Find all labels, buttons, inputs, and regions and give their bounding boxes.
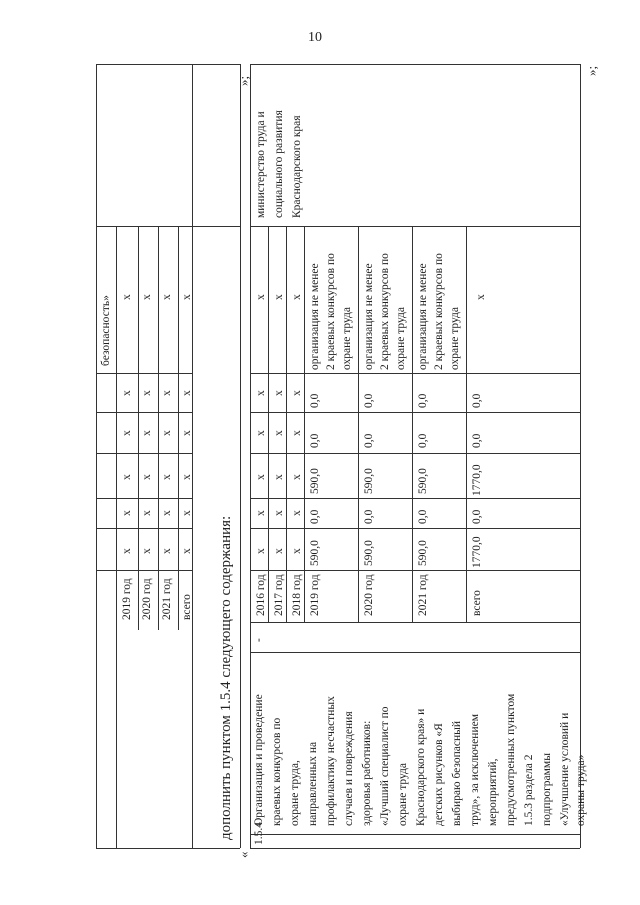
year-label: всего: [471, 590, 483, 616]
table-cell: 2 краевых конкурсов по: [379, 253, 391, 370]
table-cell: х: [255, 548, 267, 554]
table-cell: 1770,0: [471, 536, 483, 568]
item-name-line: охране труда,: [289, 760, 301, 826]
table-cell: х: [273, 474, 285, 480]
table-cell: х: [255, 430, 267, 436]
table-cell: х: [291, 548, 303, 554]
table-cell: охране труда: [341, 307, 353, 370]
item-number: 1.5.4: [253, 822, 265, 845]
table-cell: 0,0: [309, 509, 321, 524]
table-cell: 0,0: [363, 393, 375, 408]
year-label: 2019 год: [309, 574, 321, 616]
indicator-text: безопасность»: [100, 295, 112, 366]
table-cell: х: [121, 430, 133, 436]
table-cell: 590,0: [417, 468, 429, 494]
table-cell: 0,0: [471, 393, 483, 408]
year-label: всего: [181, 594, 193, 620]
table-cell: х: [161, 430, 173, 436]
table-cell: 0,0: [471, 509, 483, 524]
table-cell: х: [181, 548, 193, 554]
year-label: 2021 год: [417, 574, 429, 616]
table-cell: х: [161, 390, 173, 396]
table-cell: х: [141, 474, 153, 480]
responsible-line: министерство труда и: [255, 111, 267, 218]
table-cell: организация не менее: [309, 263, 321, 370]
table-cell: х: [291, 510, 303, 516]
table-cell: х: [255, 510, 267, 516]
table-cell: 0,0: [309, 433, 321, 448]
table-cell: х: [161, 548, 173, 554]
item-name-line: краевых конкурсов по: [271, 717, 283, 826]
table-cell: х: [121, 294, 133, 300]
table-cell: х: [273, 548, 285, 554]
table-cell: х: [291, 474, 303, 480]
table-cell: 0,0: [363, 433, 375, 448]
table-cell: х: [291, 294, 303, 300]
closing-quote-lower: »;: [584, 65, 599, 76]
table-cell: х: [181, 430, 193, 436]
closing-quote-upper: »;: [236, 75, 251, 86]
item-name-line: 1.5.3 раздела 2: [523, 754, 535, 826]
table-cell: х: [181, 390, 193, 396]
responsible-line: социального развития: [273, 110, 285, 218]
table-cell: х: [475, 294, 487, 300]
page-number: 10: [308, 30, 322, 45]
item-name-line: мероприятий,: [487, 758, 499, 826]
table-cell: х: [273, 294, 285, 300]
item-name-line: Краснодарского края» и: [415, 708, 427, 826]
item-name-line: случаев и повреждения: [343, 711, 355, 826]
table-cell: х: [181, 474, 193, 480]
responsible-line: Краснодарского края: [291, 115, 303, 218]
table-cell: х: [121, 390, 133, 396]
item-name-line: «Лучший специалист по: [379, 706, 391, 826]
table-cell: х: [255, 294, 267, 300]
table-cell: 0,0: [363, 509, 375, 524]
year-label: 2016 год: [255, 574, 267, 616]
opening-quote: «: [236, 851, 251, 858]
table-cell: х: [273, 510, 285, 516]
table-cell: х: [141, 548, 153, 554]
item-name-line: детских рисунков «Я: [433, 723, 445, 826]
item-name-line: подпрограммы: [541, 753, 553, 826]
table-cell: организация не менее: [417, 263, 429, 370]
year-label: 2020 год: [141, 578, 153, 620]
item-name-line: профилактику несчастных: [325, 696, 337, 826]
year-label: 2019 год: [121, 578, 133, 620]
table-cell: 0,0: [471, 433, 483, 448]
table-cell: охране труда: [449, 307, 461, 370]
amendment-caption: дополнить пунктом 1.5.4 следующего содержания:: [218, 515, 234, 840]
item-name-line: охраны труда»: [575, 754, 587, 826]
table-cell: х: [291, 390, 303, 396]
year-label: 2020 год: [363, 574, 375, 616]
table-cell: 0,0: [309, 393, 321, 408]
table-cell: х: [291, 430, 303, 436]
table-cell: х: [141, 510, 153, 516]
table-cell: х: [161, 510, 173, 516]
table-cell: 0,0: [417, 433, 429, 448]
item-name-line: здоровья работников:: [361, 720, 373, 826]
item-name-line: охране труда: [397, 763, 409, 826]
item-name-line: «Улучшение условий и: [559, 712, 571, 826]
item-name-line: труд», за исключением: [469, 714, 481, 826]
table-cell: 2 краевых конкурсов по: [325, 253, 337, 370]
table-cell: охране труда: [395, 307, 407, 370]
table-cell: х: [141, 390, 153, 396]
status-cell: -: [253, 638, 265, 642]
table-cell: х: [141, 430, 153, 436]
table-cell: х: [141, 294, 153, 300]
table-cell: 590,0: [309, 468, 321, 494]
table-cell: 590,0: [363, 468, 375, 494]
table-cell: х: [181, 510, 193, 516]
table-cell: х: [273, 430, 285, 436]
table-cell: х: [181, 294, 193, 300]
table-cell: х: [121, 474, 133, 480]
table-cell: 0,0: [417, 393, 429, 408]
year-label: 2021 год: [161, 578, 173, 620]
table-cell: 590,0: [417, 540, 429, 566]
table-cell: х: [121, 510, 133, 516]
table-cell: 0,0: [417, 509, 429, 524]
table-cell: х: [161, 474, 173, 480]
table-cell: 2 краевых конкурсов по: [433, 253, 445, 370]
table-cell: 590,0: [309, 540, 321, 566]
table-cell: х: [121, 548, 133, 554]
table-cell: 1770,0: [471, 464, 483, 496]
year-label: 2017 год: [273, 574, 285, 616]
item-name-line: направленных на: [307, 741, 319, 826]
year-label: 2018 год: [291, 574, 303, 616]
table-cell: х: [255, 474, 267, 480]
item-name-line: Организация и проведение: [253, 694, 265, 826]
item-name-line: выбираю безопасный: [451, 720, 463, 826]
table-cell: х: [255, 390, 267, 396]
table-cell: 590,0: [363, 540, 375, 566]
table-cell: х: [161, 294, 173, 300]
table-cell: х: [273, 390, 285, 396]
item-name-line: предусмотренных пунктом: [505, 693, 517, 826]
table-cell: организация не менее: [363, 263, 375, 370]
